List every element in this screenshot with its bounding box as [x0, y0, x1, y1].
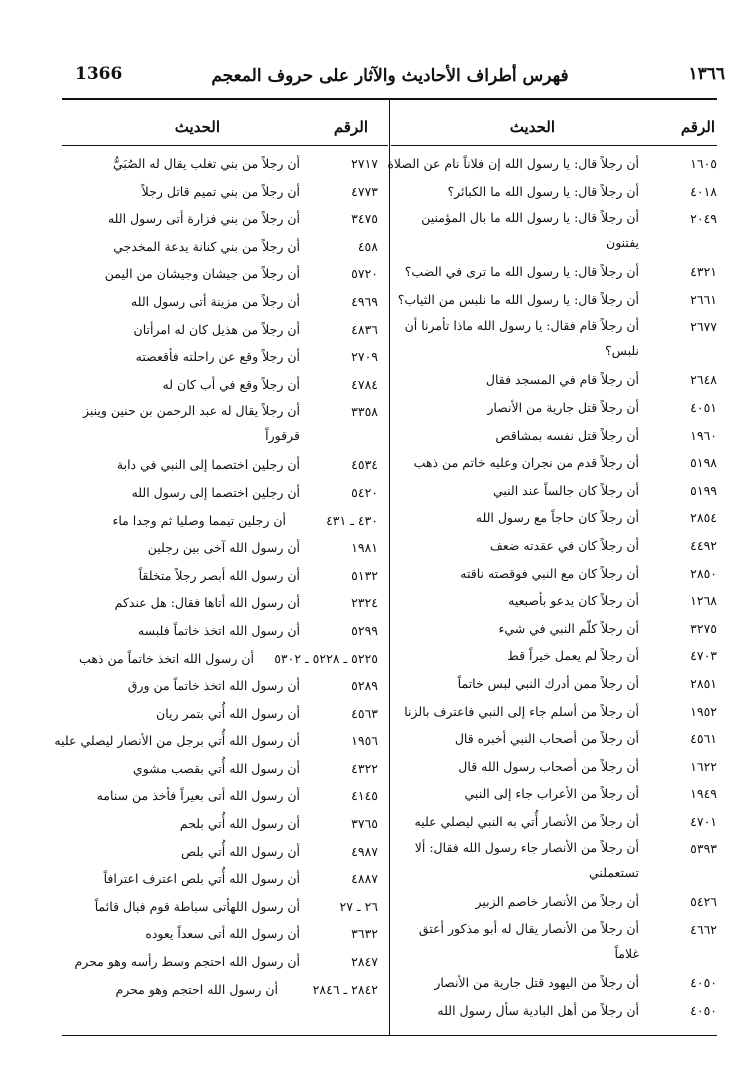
hadith-text: أن رسول الله أتى سعداً يعوده: [145, 926, 300, 942]
right-header-rule: [391, 145, 717, 146]
hadith-text: أن رجلاً من أسلم جاء إلى النبي فاعترف بالزنا: [404, 703, 639, 719]
table-row: [392, 178, 717, 206]
table-row: [58, 479, 378, 507]
hadith-text: أن رجلاً من أصحاب رسول الله قال: [458, 758, 639, 774]
table-row: [58, 782, 378, 810]
hadith-number: ٤٠٥٠: [690, 975, 717, 991]
hadith-text: أن رجلاً من الأنصار أُتي به النبي ليصلي عليه: [414, 813, 639, 829]
hadith-number: ٢٣٢٤: [351, 595, 378, 611]
hadith-number: ٢٦ ـ ٢٧: [339, 898, 378, 914]
column-divider: [389, 99, 390, 1036]
hadith-number: ٤٥٨: [357, 238, 378, 254]
table-row: [58, 398, 378, 451]
hadith-text: أن رسول اللهأتى سباطة قوم فبال قائماً: [94, 898, 300, 914]
hadith-text: أن رجلين اختصما إلى رسول الله: [131, 484, 300, 500]
table-row: [392, 615, 717, 643]
hadith-number: ٥٢٢٥ ـ ٥٢٢٨ ـ ٥٣٠٢: [274, 650, 378, 666]
hadith-number: ٤٩٨٧: [351, 843, 378, 859]
hadith-number: ٢٦٤٨: [690, 372, 717, 388]
table-row: [58, 700, 378, 728]
hadith-number: ٢٨٥٤: [690, 510, 717, 526]
table-row: [392, 258, 717, 286]
table-row: [392, 477, 717, 505]
table-row: [58, 507, 378, 535]
table-row: [58, 810, 378, 838]
table-row: [58, 672, 378, 700]
hadith-text: أن رجلاً من بني كنانة يدعة المخدجي: [113, 238, 300, 254]
hadith-number: ٤٧٧٣: [351, 183, 378, 199]
table-row: [392, 205, 717, 258]
hadith-text: أن رجلاً من الأنصار خاصم الزبير: [475, 894, 639, 910]
hadith-text: أن رجلين تيمما وصليا ثم وجدا ماء: [112, 512, 286, 528]
hadith-text: أن رجلاً وقع عن راحلته فأقعصته: [135, 349, 300, 365]
hadith-text: أن رجلاً من مزينة أتى رسول الله: [130, 293, 300, 309]
hadith-number: ١٩٥٦: [351, 733, 378, 749]
hadith-number: ١٩٤٩: [690, 786, 717, 802]
hadith-text: أن رجلاً من بني تغلب يقال له الصُبَيُّ: [112, 156, 300, 171]
table-row: [58, 976, 378, 1004]
table-row: [58, 288, 378, 316]
hadith-text: أن رسول الله اتخذ خاتماً من ذهب: [79, 650, 254, 666]
hadith-number: ٤٨٣٦: [351, 321, 378, 337]
table-row: [58, 316, 378, 344]
table-row: [58, 645, 378, 673]
table-row: [392, 670, 717, 698]
hadith-text: أن رجلاً كلّم النبي في شيء: [498, 620, 639, 636]
hadith-text: أن رسول الله أُتي بلحم: [179, 816, 300, 832]
table-row: [58, 920, 378, 948]
hadith-number: ٣٧٦٥: [351, 816, 378, 832]
running-title: فهرس أطراف الأحاديث والآثار على حروف المعجم: [211, 66, 569, 86]
hadith-number: ٤٣٠ ـ ٤٣١: [326, 512, 378, 528]
hadith-text: أن رسول الله اتخذ خاتماً من ورق: [127, 678, 300, 694]
left-header-rule: [62, 145, 388, 146]
table-row: [58, 755, 378, 783]
hadith-text: أن رسول الله احتجم وهو محرم: [115, 981, 278, 997]
page-number-latin: 1366: [75, 64, 123, 84]
hadith-number: ٥٤٢٦: [690, 894, 717, 910]
table-row: [392, 808, 717, 836]
hadith-number: ١٩٨١: [351, 540, 378, 556]
hadith-text: أن رجلاً قال: يا رسول الله ما بال المؤمنين يفتنون: [421, 210, 639, 251]
hadith-text: أن رجلاً من الأعراب جاء إلى النبي: [464, 786, 639, 802]
hadith-number: ٢٠٤٩: [690, 211, 717, 227]
hadith-text: أن رجلاً كان يدعو بأصبعيه: [508, 593, 639, 609]
table-row: [392, 366, 717, 394]
hadith-number: ٥٣٩٣: [690, 841, 717, 857]
table-row: [392, 449, 717, 477]
hadith-text: أن رجلاً قدم من نجران وعليه خاتم من ذهب: [413, 455, 639, 471]
table-row: [58, 343, 378, 371]
hadith-number: ٤٥٣٤: [351, 457, 378, 473]
left-col-num-header: الرقم: [333, 118, 368, 136]
table-row: [58, 150, 378, 178]
hadith-text: أن رجلاً من بني فزارة أتى رسول الله: [107, 211, 300, 227]
table-row: [392, 753, 717, 781]
hadith-number: ٤١٤٥: [351, 788, 378, 804]
hadith-text: أن رسول الله آخى بين رجلين: [147, 540, 300, 556]
hadith-text: أن رجلاً كان جالساً عند النبي: [492, 482, 639, 498]
hadith-text: أن رسول الله أبصر رجلاً متخلقاً: [138, 567, 300, 583]
hadith-number: ١٩٥٢: [690, 703, 717, 719]
hadith-text: أن رجلاً من أصحاب النبي أخبره قال: [454, 731, 639, 747]
table-row: [392, 587, 717, 615]
table-row: [392, 394, 717, 422]
hadith-number: ٤٠٥٠: [690, 1002, 717, 1018]
hadith-text: أن رجلاً من الأنصار يقال له أبو مذكور أعتق غلاماً: [418, 921, 639, 962]
table-row: [58, 534, 378, 562]
hadith-number: ١٦٠٥: [690, 156, 717, 171]
table-row: [58, 948, 378, 976]
hadith-number: ٢٧٠٩: [351, 349, 378, 365]
table-row: [392, 286, 717, 314]
hadith-number: ٣٦٣٢: [351, 926, 378, 942]
hadith-number: ٣٢٧٥: [690, 620, 717, 636]
hadith-text: أن رسول الله أُتي بقصب مشوي: [132, 760, 300, 776]
hadith-text: أن رسول الله أُتي بتمر ريان: [156, 705, 300, 721]
hadith-text: أن رجلاً من هذيل كان له امرأتان: [133, 321, 300, 337]
table-row: [58, 371, 378, 399]
hadith-number: ٥١٩٩: [690, 482, 717, 498]
hadith-text: أن رجلاً قال: يا رسول الله ما نلبس من الثياب؟: [397, 291, 639, 307]
hadith-text: أن رجلاً يقال له عبد الرحمن بن حنين وينبز قرقوراً: [82, 403, 300, 444]
hadith-text: أن رجلاً قال: يا رسول الله إن فلاناً نام عن الصلاة: [387, 156, 639, 171]
table-row: [392, 888, 717, 916]
table-row: [58, 838, 378, 866]
hadith-text: أن رسول الله أتاها فقال: هل عندكم: [114, 595, 300, 611]
hadith-number: ٤٧٠٣: [690, 648, 717, 664]
right-col-hadith-header: الحديث: [509, 118, 555, 136]
hadith-text: أن رجلاً لم يعمل خيراً قط: [507, 648, 639, 664]
table-row: [392, 422, 717, 450]
right-col-num-header: الرقم: [680, 118, 715, 136]
hadith-number: ٤٥٦١: [690, 731, 717, 747]
hadith-text: أن رجلاً قتل جارية من الأنصار: [487, 399, 639, 415]
hadith-text: أن رجلاً قال: يا رسول الله ما ترى في الضب؟: [404, 264, 639, 280]
hadith-text: أن رجلاً وقع في أب كان له: [162, 376, 300, 392]
hadith-number: ٤٨٨٧: [351, 871, 378, 887]
hadith-number: ٣٣٥٨: [351, 404, 378, 420]
page-number-arabic: ١٣٦٦: [688, 64, 725, 84]
hadith-number: ٤٤٩٢: [690, 537, 717, 553]
hadith-number: ٥١٣٢: [351, 567, 378, 583]
table-row: [392, 780, 717, 808]
table-row: [58, 589, 378, 617]
hadith-number: ٢٨٥٠: [690, 565, 717, 581]
footer-rule: [62, 1035, 717, 1036]
table-row: [58, 865, 378, 893]
hadith-number: ٥٤٢٠: [351, 484, 378, 500]
hadith-text: أن رجلاً قال: يا رسول الله ما الكبائر؟: [447, 183, 639, 199]
hadith-text: أن رسول الله اتخذ خاتماً فلبسه: [137, 622, 300, 638]
hadith-number: ٢٨٤٧: [351, 954, 378, 970]
hadith-text: أن رجلاً من جيشان وجيشان من اليمن: [104, 266, 300, 282]
table-row: [58, 562, 378, 590]
hadith-number: ٤٠٥١: [690, 399, 717, 415]
hadith-number: ٥٢٩٩: [351, 622, 378, 638]
hadith-text: أن رجلاً قام فقال: يا رسول الله ماذا تأمرنا أن نلبس؟: [404, 318, 639, 359]
hadith-number: ٤٦٦٢: [690, 922, 717, 938]
hadith-number: ٣٤٧٥: [351, 211, 378, 227]
hadith-text: أن رجلاً من بني تميم قاتل رجلاً: [141, 183, 300, 199]
hadith-text: أن رجلاً كان مع النبي فوقصته ناقته: [460, 565, 639, 581]
table-row: [392, 504, 717, 532]
table-row: [392, 835, 717, 888]
table-row: [392, 642, 717, 670]
hadith-text: أن رسول الله أُتي بلص اعترف اعترافاً: [103, 871, 300, 887]
table-row: [392, 698, 717, 726]
hadith-text: أن رجلاً ممن أدرك النبي لبس خاتماً: [457, 675, 639, 691]
table-row: [392, 969, 717, 997]
hadith-text: أن رجلاً من اليهود قتل جارية من الأنصار: [434, 975, 639, 991]
hadith-number: ١٢٦٨: [690, 593, 717, 609]
table-row: [58, 178, 378, 206]
hadith-number: ١٦٢٢: [690, 758, 717, 774]
hadith-number: ٤٠١٨: [690, 183, 717, 199]
table-row: [58, 233, 378, 261]
right-hadith-table: [387, 150, 717, 1024]
hadith-text: أن رجلاً كان حاجاً مع رسول الله: [475, 510, 639, 526]
hadith-number: ٢٨٤٢ ـ ٢٨٤٦: [312, 981, 378, 997]
hadith-number: ١٩٦٠: [690, 427, 717, 443]
hadith-text: أن رجلاً من الأنصار جاء رسول الله فقال: ألا تستعملني: [414, 840, 639, 881]
hadith-text: أن رجلين اختصما إلى النبي في دابة: [116, 457, 300, 473]
hadith-number: ٥١٩٨: [690, 455, 717, 471]
hadith-number: ٤٧٨٤: [351, 376, 378, 392]
hadith-number: ٢٦٦١: [690, 291, 717, 307]
hadith-number: ٤٥٦٣: [351, 705, 378, 721]
hadith-number: ٤٧٠١: [690, 813, 717, 829]
table-row: [54, 727, 378, 755]
hadith-number: ٥٢٨٩: [351, 678, 378, 694]
hadith-number: ٢٦٧٧: [690, 319, 717, 335]
hadith-text: أن رسول الله أتى بعيراً فأخذ من سنامه: [96, 788, 300, 804]
hadith-number: ٢٧١٧: [351, 156, 378, 171]
hadith-number: ٥٧٢٠: [351, 266, 378, 282]
hadith-number: ٤٣٢١: [690, 264, 717, 280]
left-hadith-table: [54, 150, 378, 1003]
table-row: [58, 617, 378, 645]
table-row: [392, 997, 717, 1025]
table-row: [392, 532, 717, 560]
hadith-number: ٤٣٢٢: [351, 760, 378, 776]
hadith-text: أن رسول الله أُتي بلص: [180, 843, 300, 859]
hadith-text: أن رجلاً من أهل البادية سأل رسول الله: [437, 1002, 639, 1018]
hadith-text: أن رسول الله أُتي برجل من الأنصار ليصلي عليه: [54, 733, 300, 749]
hadith-text: أن رسول الله احتجم وسط رأسه وهو محرم: [74, 954, 300, 970]
hadith-text: أن رجلاً قتل نفسه بمشاقص: [495, 427, 639, 443]
hadith-number: ٤٩٦٩: [351, 293, 378, 309]
hadith-number: ٢٨٥١: [690, 675, 717, 691]
table-row: [58, 893, 378, 921]
table-row: [392, 916, 717, 969]
hadith-text: أن رجلاً قام في المسجد فقال: [485, 372, 639, 388]
table-row: [392, 725, 717, 753]
table-row: [392, 313, 717, 366]
table-row: [58, 205, 378, 233]
left-col-hadith-header: الحديث: [174, 118, 220, 136]
table-row: [58, 451, 378, 479]
hadith-text: أن رجلاً كان في عقدته ضعف: [489, 537, 639, 553]
table-row: [58, 260, 378, 288]
table-row: [387, 150, 717, 178]
table-row: [392, 560, 717, 588]
